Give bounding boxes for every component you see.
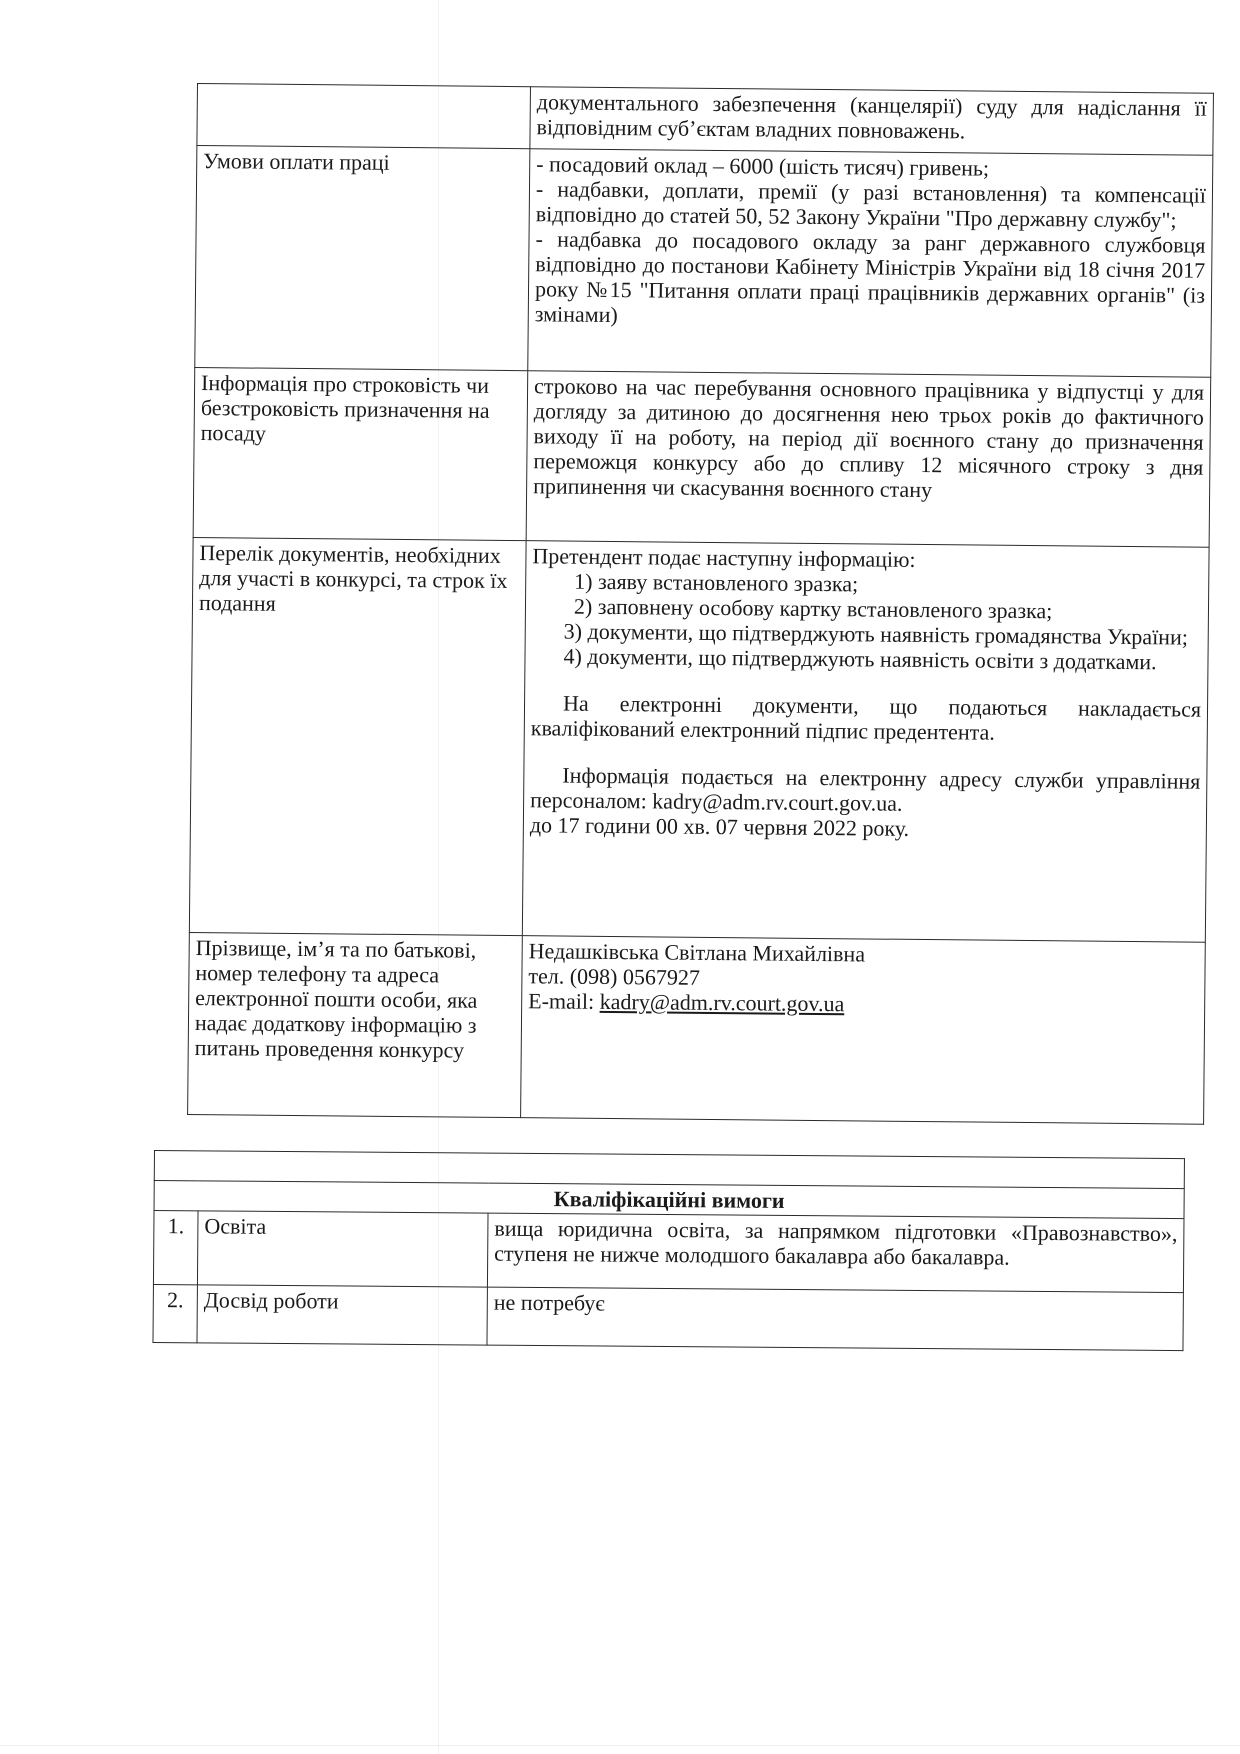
continuation-label-cell bbox=[197, 84, 531, 149]
document-item: 1) заяву встановленого зразка; bbox=[574, 568, 859, 597]
document-item: 3) документи, що підтверджують наявність громадянства України; bbox=[563, 618, 1189, 650]
documents-intro: Претендент подає наступну інформацію: bbox=[532, 543, 916, 572]
qualifications-title: Кваліфікаційні вимоги bbox=[154, 1181, 1184, 1219]
document-item: 4) документи, що підтверджують наявність освіти з додатками. bbox=[563, 643, 1157, 675]
scan-bottom-edge bbox=[0, 1745, 1240, 1746]
qualification-label: Освіта bbox=[197, 1211, 488, 1287]
documents-row bbox=[189, 537, 1209, 942]
qualification-number: 1. bbox=[153, 1211, 198, 1285]
term-text: строково на час перебування основного працівника у відпустці у для догляду за дитиною до досягнення нею трьох років до фактичного виходу її на роботу, на період дії воєнного стану до призначення переможця конкурсу або до спливу 12 місячного строку з дня припинення чи скасування воєнного стану bbox=[526, 371, 1211, 548]
qualification-value: не потребує bbox=[487, 1287, 1183, 1350]
contact-label: Прізвище, ім’я та по батькові, номер телефону та адреса електронної пошти особи, яка надає додаткову інформацію з питань проведення конкурсу bbox=[188, 932, 523, 1117]
contact-email-line bbox=[528, 988, 1198, 1019]
signature-note: На електронні документи, що подаються накладається кваліфікований електронний підпис предентента. bbox=[530, 690, 1202, 745]
qualification-row bbox=[153, 1211, 1184, 1293]
submission-info: Інформація подається на електронну адресу служби управління персоналом: kadry@adm.rv.court.gov.ua. bbox=[530, 762, 1201, 816]
salary-row bbox=[195, 146, 1213, 378]
term-row bbox=[193, 367, 1211, 547]
qualification-label: Досвід роботи bbox=[197, 1285, 487, 1345]
salary-item: - посадовий оклад – 6000 (шість тисяч) гривень; bbox=[536, 151, 990, 181]
qualifications-table bbox=[152, 1150, 1184, 1351]
documents-list bbox=[522, 541, 1209, 943]
contact-email-link[interactable]: kadry@adm.rv.court.gov.ua bbox=[599, 988, 845, 1017]
contact-email-label: E-mail: bbox=[528, 988, 600, 1014]
qualification-number: 2. bbox=[153, 1284, 197, 1342]
salary-label: Умови оплати праці bbox=[195, 146, 530, 371]
salary-conditions bbox=[528, 149, 1213, 378]
continuation-row bbox=[197, 84, 1214, 156]
contact-name: Недашківська Світлана Михайлівна bbox=[528, 938, 866, 967]
requirements-table bbox=[187, 83, 1214, 1125]
submission-deadline: до 17 години 00 хв. 07 червня 2022 року. bbox=[529, 812, 910, 841]
qualification-value: вища юридична освіта, за напрямком підготовки «Правознавство», ступеня не нижче молодшого бакалавра або бакалавра. bbox=[487, 1213, 1184, 1292]
document-item: 2) заповнену особову картку встановленого зразка; bbox=[573, 593, 1053, 624]
salary-item: - надбавки, доплати, премії (у разі встановлення) та компенсації відповідно до статей 50, 52 Закону України "Про державну службу"; bbox=[535, 176, 1207, 233]
contact-row bbox=[188, 932, 1206, 1124]
contact-info bbox=[521, 936, 1206, 1125]
term-label: Інформація про строковість чи безстроковість призначення на посаду bbox=[193, 367, 528, 540]
documents-label: Перелік документів, необхідних для участі в конкурсі, та строк їх подання bbox=[189, 537, 526, 935]
qualification-row bbox=[153, 1284, 1183, 1350]
contact-phone: тел. (098) 0567927 bbox=[528, 963, 701, 990]
continuation-text: документального забезпечення (канцелярії) суду для надіслання її відповідним суб’єктам владних повноважень. bbox=[530, 87, 1214, 156]
salary-item: - надбавка до посадового окладу за ранг державного службовця відповідно до постанови Кабінету Міністрів України від 18 січня 2017 року №15 "Питання оплати праці працівників державних органів" (із змінами) bbox=[534, 226, 1206, 328]
